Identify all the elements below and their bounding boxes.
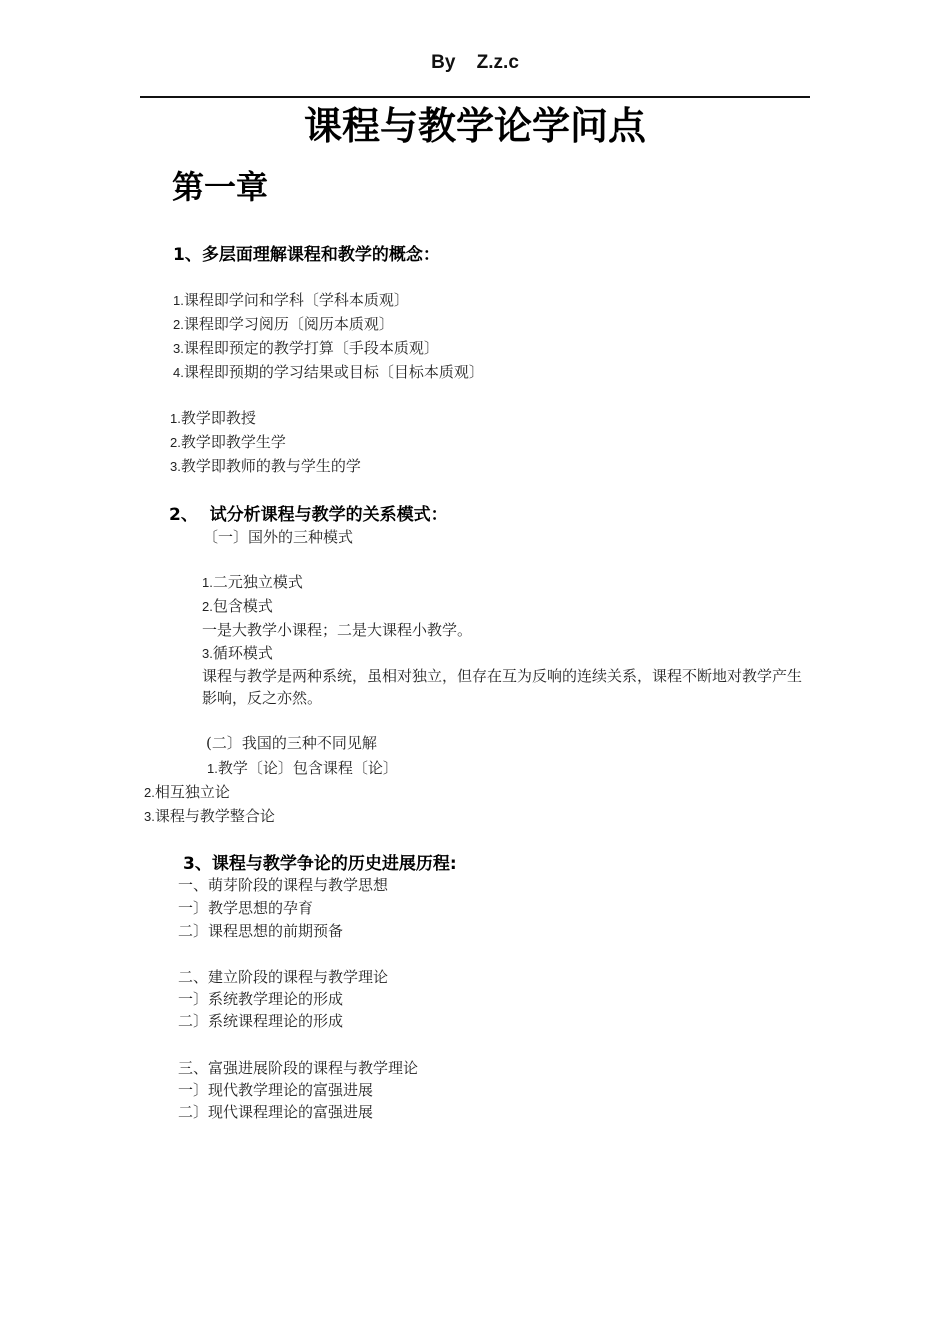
history-line: 三、富强进展阶段的课程与教学理论: [178, 1059, 419, 1077]
page-header: [0, 52, 950, 74]
list-item: 1.教学即教授: [170, 409, 256, 427]
list-item: 1.教学〔论〕包含课程〔论〕: [207, 759, 398, 777]
history-line: 二、建立阶段的课程与教学理论: [178, 968, 389, 986]
subsection-title: (二〕我国的三种不同见解: [206, 734, 377, 752]
history-line: 一、萌芽阶段的课程与教学思想: [178, 876, 389, 894]
list-item: 2.课程即学习阅历〔阅历本质观〕: [173, 315, 394, 333]
list-item: 3.教学即教师的教与学生的学: [170, 457, 361, 475]
header-by: By: [431, 52, 456, 73]
history-line: 一〕系统教学理论的形成: [178, 990, 344, 1008]
history-line: 二〕现代课程理论的富强进展: [178, 1103, 374, 1121]
list-item: 1.课程即学问和学科〔学科本质观〕: [173, 291, 409, 309]
list-item: 4.课程即预期的学习结果或目标〔目标本质观〕: [173, 363, 484, 381]
list-item: 2.教学即教学生学: [170, 433, 286, 451]
section1-heading: 1、多层面理解课程和教学的概念：: [173, 245, 440, 265]
history-line: 二〕系统课程理论的形成: [178, 1012, 344, 1030]
list-item: 3.课程与教学整合论: [144, 807, 275, 825]
history-line: 二〕课程思想的前期预备: [178, 922, 344, 940]
section2-heading: 2、 试分析课程与教学的关系模式：: [169, 505, 448, 525]
chapter-heading: 第一章: [172, 168, 269, 206]
list-item: 1.二元独立模式: [202, 573, 303, 591]
history-line: 一〕现代教学理论的富强进展: [178, 1081, 374, 1099]
section3-heading: 3、课程与教学争论的历史进展历程:: [183, 854, 457, 874]
subsection-title: 〔一〕国外的三种模式: [203, 528, 354, 546]
model-description: 一是大教学小课程；二是大课程小教学。: [202, 621, 473, 639]
model-description: 课程与教学是两种系统，虽相对独立，但存在互为反响的连续关系，课程不断地对教学产生影响，反之亦然。: [202, 667, 803, 707]
list-item: 3.课程即预定的教学打算〔手段本质观〕: [173, 339, 439, 357]
list-item: 2.包含模式: [202, 597, 273, 615]
history-line: 一〕教学思想的孕育: [178, 899, 314, 917]
header-author: Z.z.c: [476, 52, 519, 73]
list-item: 2.相互独立论: [144, 783, 230, 801]
document-title: 课程与教学论学问点: [303, 104, 646, 148]
list-item: 3.循环模式: [202, 644, 273, 662]
